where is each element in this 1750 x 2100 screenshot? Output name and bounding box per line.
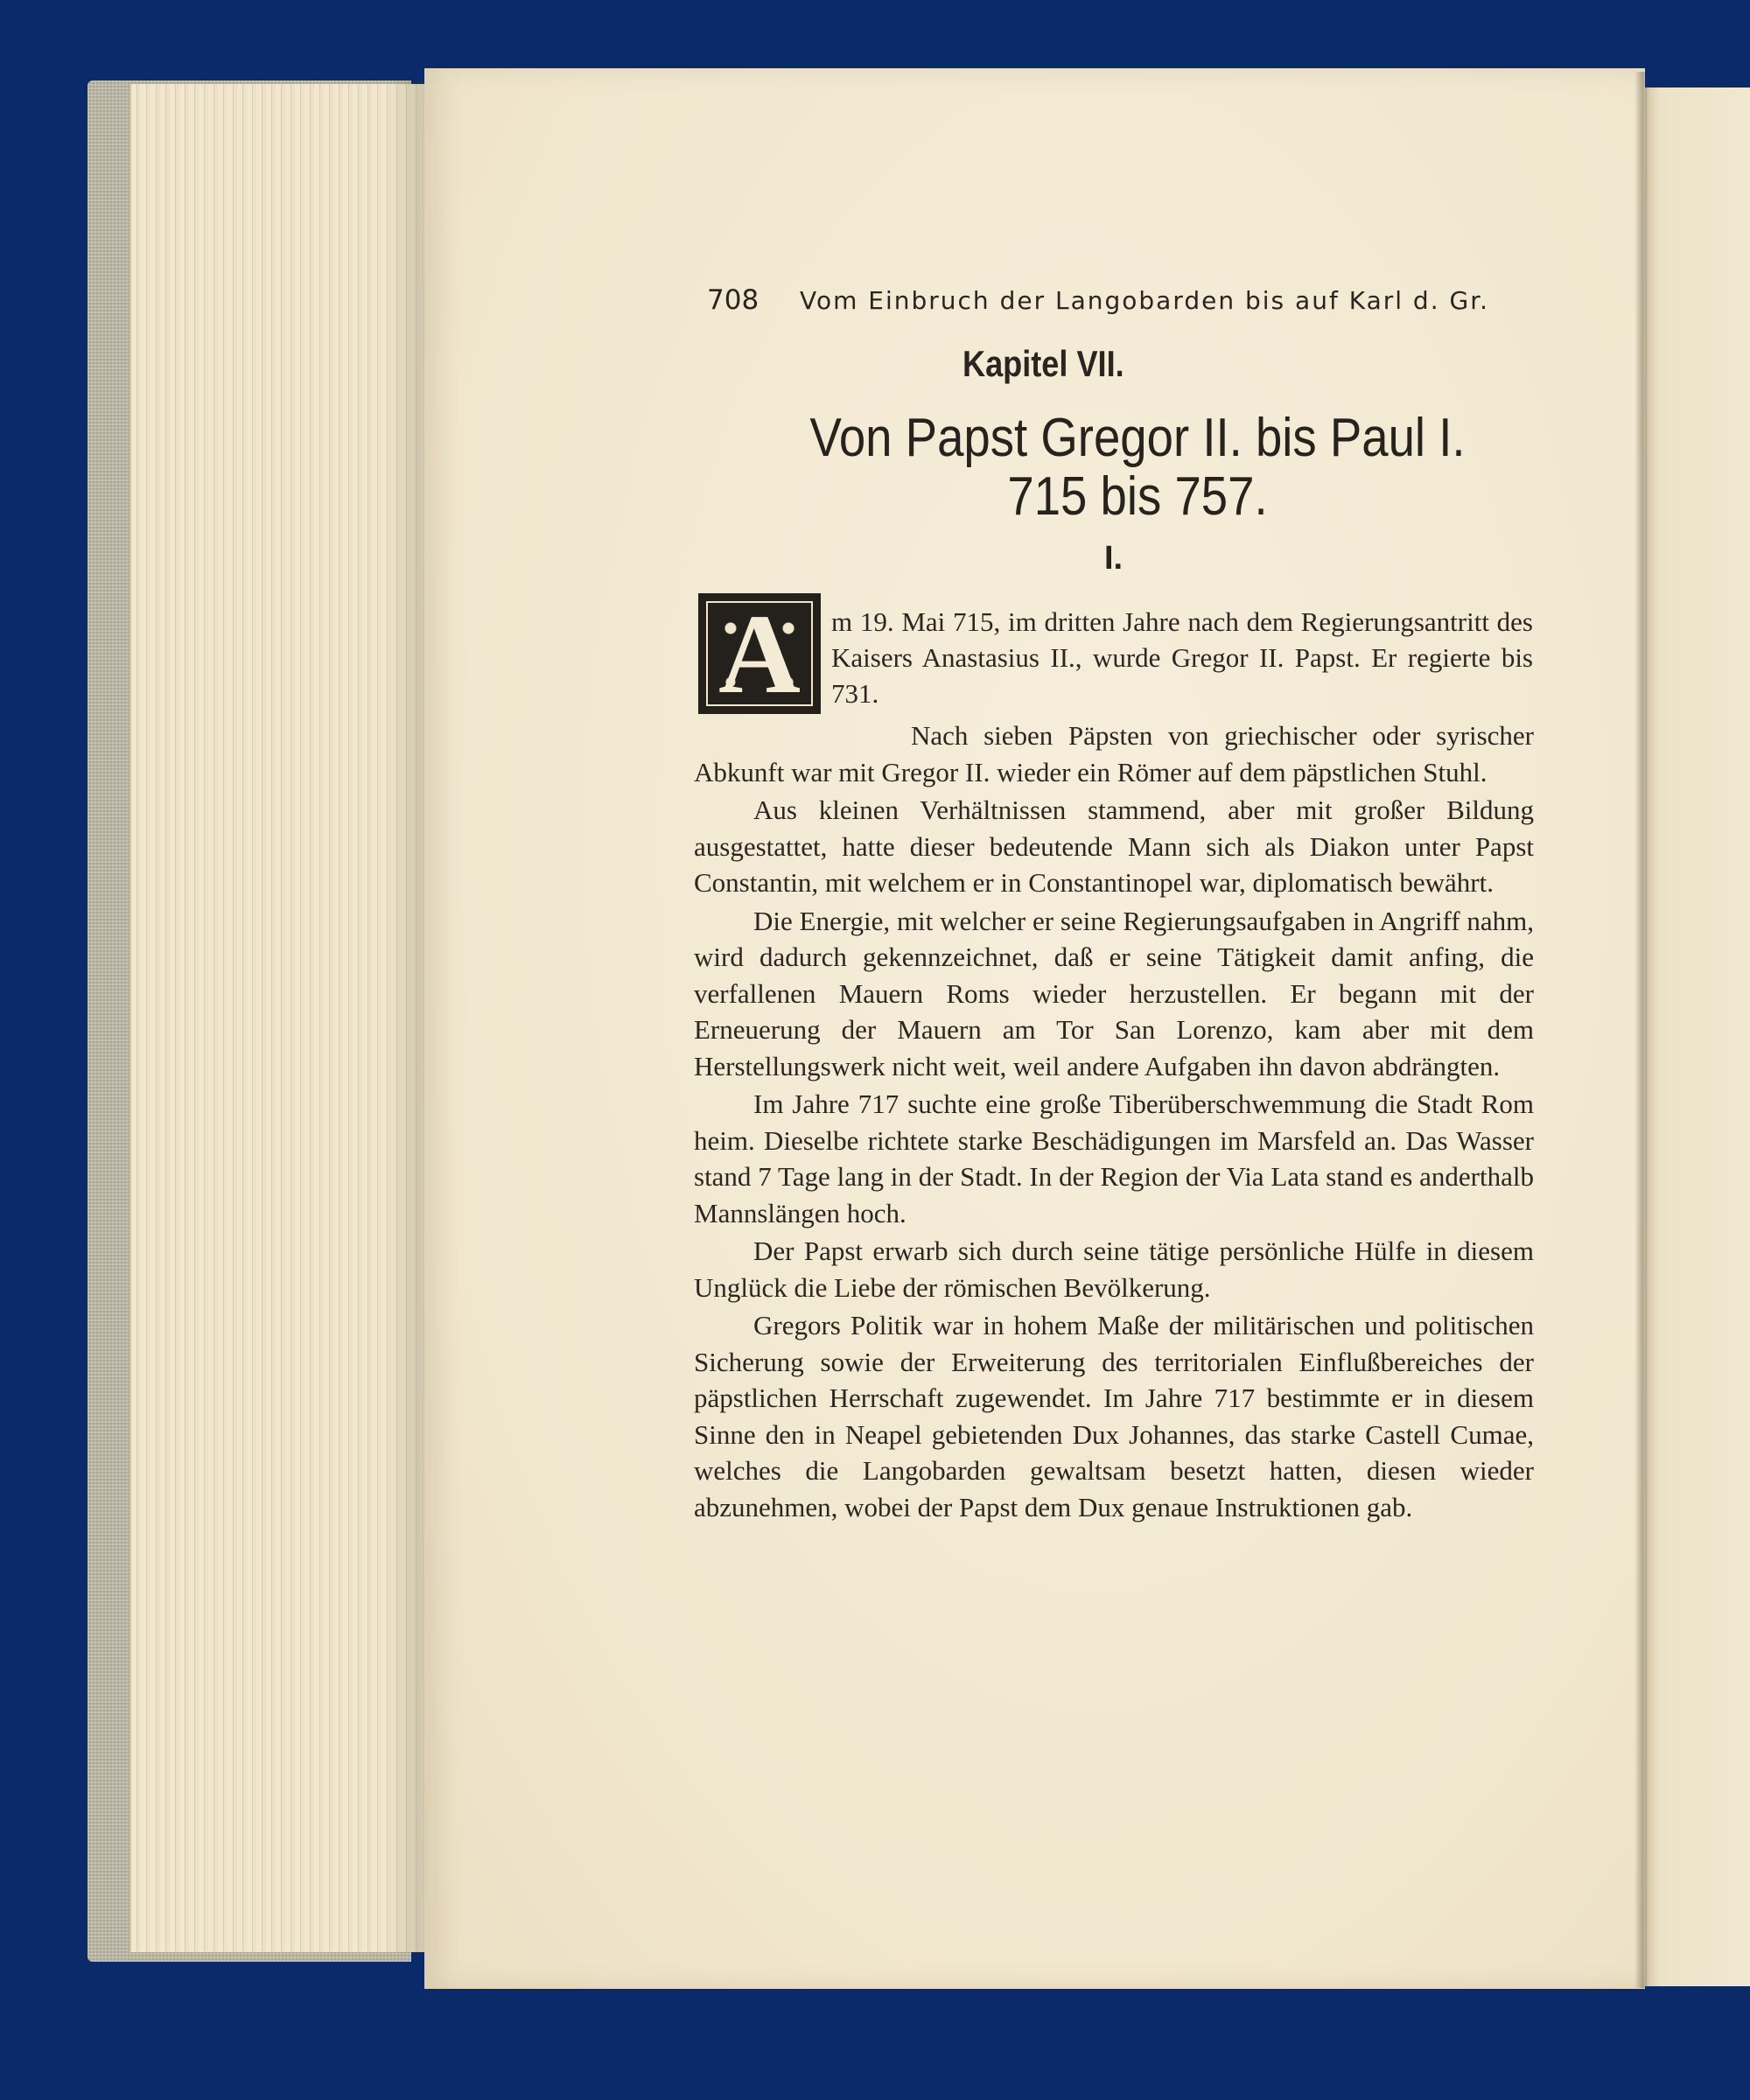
initial-letter: A — [718, 592, 801, 718]
page-edges-shadow — [385, 80, 429, 1953]
page-gutter — [1634, 72, 1648, 1988]
page-edges — [130, 84, 425, 1952]
paragraph: Im Jahre 717 suchte eine große Tiberüberschwemmung die Stadt Rom heim. Dieselbe richtete starke Beschädigungen im Marsfeld an. Das Wasser stand 7 Tage lang in der Stadt. In der Region der Via Lata stand es anderthalb Mannslängen hoch. — [694, 1088, 1534, 1228]
running-title: Vom Einbruch der Langobarden bis auf Karl d. Gr. — [800, 286, 1490, 315]
chapter-title-line1: Von Papst Gregor II. bis Paul I. — [809, 408, 1466, 468]
decorated-initial — [698, 592, 821, 718]
section-number: I. — [1104, 540, 1124, 577]
paragraph: Die Energie, mit welcher er seine Regierungsaufgaben in Angriff nahm, wird dadurch gekennzeichnet, daß er seine Tätigkeit damit anfing, die verfallenen Mauern Roms wieder herzustellen. Er begann mit der Erneuerung der Mauern am Tor San Lorenzo, kam aber mit dem Herstellungswerk nicht weit, weil andere Aufgaben ihn davon abdrängten. — [694, 905, 1534, 1082]
running-header — [707, 284, 1490, 323]
next-page-sliver — [1643, 88, 1750, 1986]
paragraph: Aus kleinen Verhältnissen stammend, aber mit großer Bildung ausgestattet, hatte dieser bedeutende Mann sich als Diakon unter Papst Constantin, mit welchem er in Constantinopel war, diplomatisch bewährt. — [694, 794, 1534, 898]
chapter-label: Kapitel VII. — [962, 343, 1124, 384]
chapter-title-line2: 715 bis 757. — [1007, 466, 1268, 527]
body-text — [694, 718, 1534, 1527]
paragraph: Der Papst erwarb sich durch seine tätige persönliche Hülfe in diesem Unglück die Liebe der römischen Bevölkerung. — [694, 1236, 1534, 1303]
paragraph: Gregors Politik war in hohem Maße der militärischen und politischen Sicherung sowie der Erweiterung des territorialen Einflußbereiches der päpstlichen Herrschaft zugewendet. Im Jahre 717 bestimmte er in diesem Sinne den in Neapel gebietenden Dux Johannes, das starke Castell Cumae, welches die Langobarden gewaltsam besetzt hatten, diesen wieder abzunehmen, wobei der Papst dem Dux genaue Instruktionen gab. — [694, 1310, 1534, 1522]
paragraph: Nach sieben Päpsten von griechischer oder syrischer Abkunft war mit Gregor II. wieder ein Römer auf dem päpstlichen Stuhl. — [694, 720, 1534, 788]
page-number: 708 — [707, 284, 760, 316]
paragraph-opening: m 19. Mai 715, im dritten Jahre nach dem Regierungsantritt des Kaisers Anastasius II., wurde Gregor II. Papst. Er regierte bis 731. — [831, 606, 1533, 709]
